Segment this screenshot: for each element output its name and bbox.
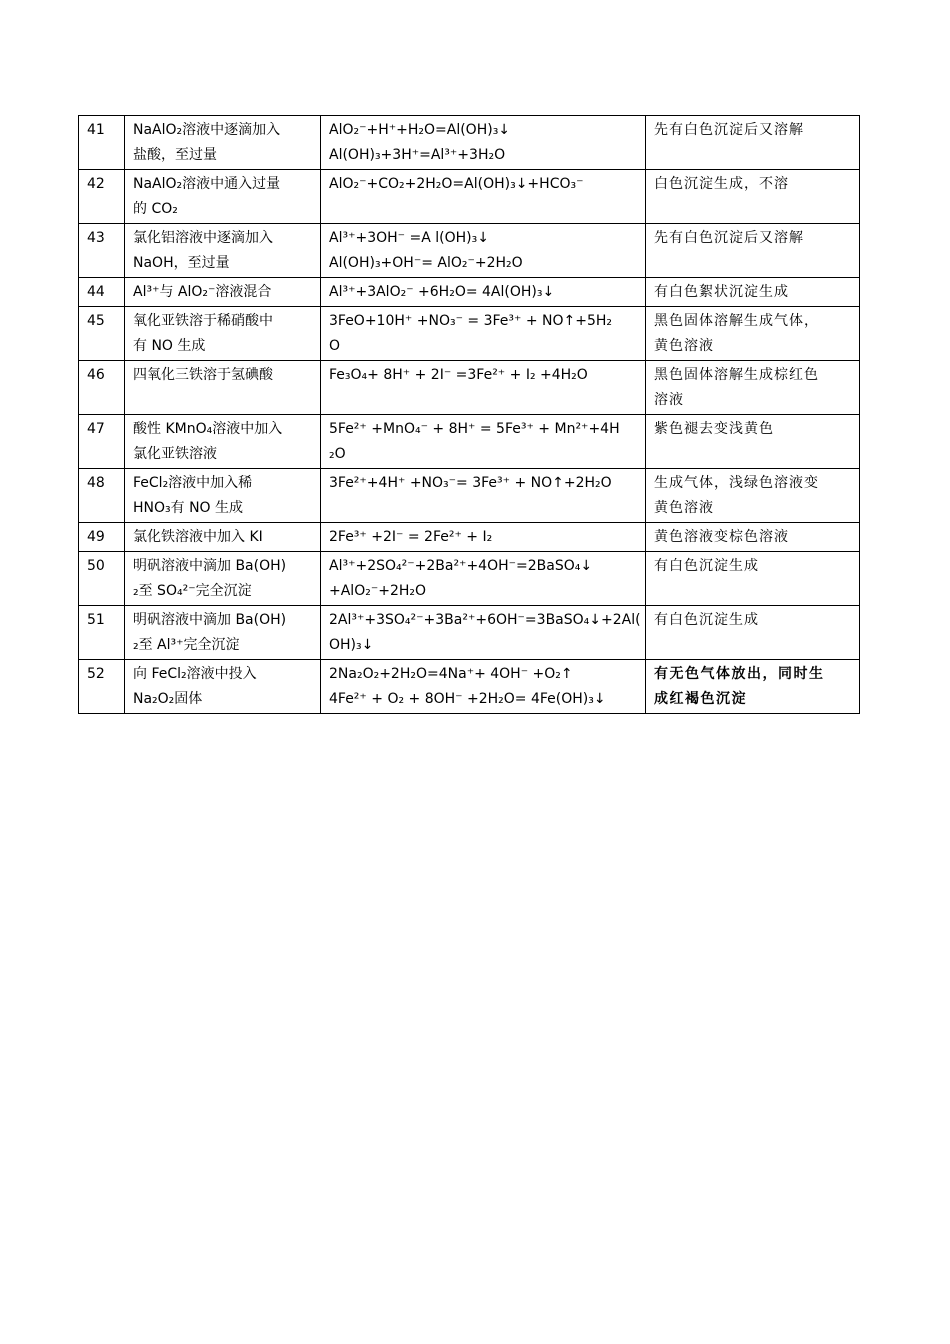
row-number: 50 — [79, 552, 125, 606]
table-row — [79, 606, 860, 660]
reaction-description-line: 氯化铝溶液中逐滴加入 — [133, 230, 273, 246]
reaction-description-cell — [125, 552, 321, 606]
row-number: 46 — [79, 361, 125, 415]
reaction-description-line: 氯化亚铁溶液 — [133, 446, 217, 462]
reaction-observation-line: 生成气体，浅绿色溶液变 — [654, 475, 819, 491]
row-number: 49 — [79, 523, 125, 552]
reaction-equation-cell — [321, 116, 646, 170]
reaction-observation-line: 有无色气体放出，同时生 — [654, 666, 825, 682]
reaction-description-line: 四氧化三铁溶于氢碘酸 — [133, 367, 273, 383]
reaction-equation-line: Fe₃O₄+ 8H⁺ + 2I⁻ =3Fe²⁺ + I₂ +4H₂O — [329, 367, 588, 383]
reaction-description-cell — [125, 224, 321, 278]
reaction-equation-line: 2Al³⁺+3SO₄²⁻+3Ba²⁺+6OH⁻=3BaSO₄↓+2Al( — [329, 612, 641, 628]
reaction-observation-line: 有白色絮状沉淀生成 — [654, 284, 789, 300]
table-row — [79, 552, 860, 606]
reaction-description-cell — [125, 660, 321, 714]
table-row — [79, 170, 860, 224]
reaction-description-cell — [125, 307, 321, 361]
reaction-observation-line: 溶液 — [654, 392, 684, 408]
reaction-description-line: 的 CO₂ — [133, 201, 178, 217]
row-number: 48 — [79, 469, 125, 523]
reaction-observation-cell — [646, 469, 860, 523]
reaction-equation-cell — [321, 224, 646, 278]
reaction-observation-cell — [646, 660, 860, 714]
reaction-observation-cell — [646, 278, 860, 307]
reaction-equation-cell — [321, 170, 646, 224]
reaction-equation-line: 4Fe²⁺ + O₂ + 8OH⁻ +2H₂O= 4Fe(OH)₃↓ — [329, 691, 606, 707]
reaction-description-line: NaAlO₂溶液中通入过量 — [133, 176, 281, 192]
reaction-equation-cell — [321, 552, 646, 606]
table-row — [79, 224, 860, 278]
row-number: 41 — [79, 116, 125, 170]
reaction-description-line: 盐酸，至过量 — [133, 147, 217, 163]
row-number: 52 — [79, 660, 125, 714]
reaction-equation-line: AlO₂⁻+CO₂+2H₂O=Al(OH)₃↓+HCO₃⁻ — [329, 176, 584, 192]
reaction-description-line: ₂至 SO₄²⁻完全沉淀 — [133, 583, 252, 599]
reaction-description-line: Al³⁺与 AlO₂⁻溶液混合 — [133, 284, 272, 300]
reaction-observation-line: 紫色褪去变浅黄色 — [654, 421, 774, 437]
reaction-description-line: NaOH，至过量 — [133, 255, 230, 271]
reaction-equation-line: AlO₂⁻+H⁺+H₂O=Al(OH)₃↓ — [329, 122, 511, 138]
reaction-equation-line: 3FeO+10H⁺ +NO₃⁻ = 3Fe³⁺ + NO↑+5H₂ — [329, 313, 613, 329]
reaction-description-line: 向 FeCl₂溶液中投入 — [133, 666, 257, 682]
reaction-observation-line: 先有白色沉淀后又溶解 — [654, 230, 804, 246]
reaction-equation-cell — [321, 469, 646, 523]
reaction-observation-line: 黑色固体溶解生成气体， — [654, 313, 819, 329]
reaction-observation-cell — [646, 415, 860, 469]
reaction-description-line: FeCl₂溶液中加入稀 — [133, 475, 253, 491]
table-row — [79, 660, 860, 714]
reaction-equation-cell — [321, 415, 646, 469]
table-row — [79, 278, 860, 307]
reaction-description-line: 酸性 KMnO₄溶液中加入 — [133, 421, 283, 437]
reaction-equation-cell — [321, 278, 646, 307]
row-number: 47 — [79, 415, 125, 469]
table-row — [79, 523, 860, 552]
reaction-equation-line: +AlO₂⁻+2H₂O — [329, 583, 427, 599]
reaction-observation-cell — [646, 170, 860, 224]
reaction-observation-cell — [646, 606, 860, 660]
reaction-observation-line: 成红褐色沉淀 — [654, 691, 747, 707]
reaction-observation-line: 黑色固体溶解生成棕红色 — [654, 367, 819, 383]
reaction-description-cell — [125, 278, 321, 307]
reaction-observation-line: 有白色沉淀生成 — [654, 612, 759, 628]
table-row — [79, 116, 860, 170]
reaction-description-line: Na₂O₂固体 — [133, 691, 203, 707]
reaction-observation-cell — [646, 224, 860, 278]
reaction-description-cell — [125, 523, 321, 552]
reaction-equation-cell — [321, 660, 646, 714]
reaction-description-line: 明矾溶液中滴加 Ba(OH) — [133, 612, 287, 628]
reaction-equation-cell — [321, 361, 646, 415]
row-number: 43 — [79, 224, 125, 278]
reaction-description-cell — [125, 361, 321, 415]
reaction-observation-cell — [646, 523, 860, 552]
reaction-equation-line: Al³⁺+2SO₄²⁻+2Ba²⁺+4OH⁻=2BaSO₄↓ — [329, 558, 593, 574]
reaction-equation-line: O — [329, 338, 341, 354]
reaction-equation-cell — [321, 307, 646, 361]
reaction-table-body — [79, 116, 860, 714]
table-row — [79, 307, 860, 361]
reaction-equation-line: 3Fe²⁺+4H⁺ +NO₃⁻= 3Fe³⁺ + NO↑+2H₂O — [329, 475, 612, 491]
reaction-description-cell — [125, 606, 321, 660]
reaction-observation-line: 黄色溶液 — [654, 338, 714, 354]
reaction-description-line: HNO₃有 NO 生成 — [133, 500, 244, 516]
reaction-equation-cell — [321, 606, 646, 660]
reaction-description-line: 明矾溶液中滴加 Ba(OH) — [133, 558, 287, 574]
reaction-observation-line: 黄色溶液变棕色溶液 — [654, 529, 789, 545]
reaction-equation-line: OH)₃↓ — [329, 637, 374, 653]
reaction-equation-line: 5Fe²⁺ +MnO₄⁻ + 8H⁺ = 5Fe³⁺ + Mn²⁺+4H — [329, 421, 620, 437]
reaction-observation-line: 有白色沉淀生成 — [654, 558, 759, 574]
row-number: 42 — [79, 170, 125, 224]
reaction-equation-line: Al(OH)₃+OH⁻= AlO₂⁻+2H₂O — [329, 255, 523, 271]
reaction-observation-line: 黄色溶液 — [654, 500, 714, 516]
reaction-description-line: 氯化铁溶液中加入 KI — [133, 529, 263, 545]
reaction-observation-cell — [646, 307, 860, 361]
table-row — [79, 415, 860, 469]
reaction-observation-line: 先有白色沉淀后又溶解 — [654, 122, 804, 138]
table-row — [79, 361, 860, 415]
reaction-description-line: 氧化亚铁溶于稀硝酸中 — [133, 313, 273, 329]
reaction-observation-cell — [646, 552, 860, 606]
table-row — [79, 469, 860, 523]
reaction-description-line: NaAlO₂溶液中逐滴加入 — [133, 122, 281, 138]
row-number: 45 — [79, 307, 125, 361]
reaction-description-cell — [125, 469, 321, 523]
reaction-table — [78, 115, 860, 714]
reaction-equation-line: 2Fe³⁺ +2I⁻ = 2Fe²⁺ + I₂ — [329, 529, 493, 545]
reaction-description-cell — [125, 415, 321, 469]
reaction-observation-cell — [646, 116, 860, 170]
reaction-description-cell — [125, 170, 321, 224]
reaction-equation-line: ₂O — [329, 446, 346, 462]
row-number: 44 — [79, 278, 125, 307]
reaction-equation-line: Al(OH)₃+3H⁺=Al³⁺+3H₂O — [329, 147, 506, 163]
reaction-observation-line: 白色沉淀生成，不溶 — [654, 176, 789, 192]
reaction-equation-line: 2Na₂O₂+2H₂O=4Na⁺+ 4OH⁻ +O₂↑ — [329, 666, 573, 682]
reaction-description-line: 有 NO 生成 — [133, 338, 206, 354]
row-number: 51 — [79, 606, 125, 660]
reaction-observation-cell — [646, 361, 860, 415]
reaction-equation-line: Al³⁺+3OH⁻ =A l(OH)₃↓ — [329, 230, 489, 246]
reaction-description-line: ₂至 Al³⁺完全沉淀 — [133, 637, 240, 653]
reaction-description-cell — [125, 116, 321, 170]
reaction-equation-cell — [321, 523, 646, 552]
reaction-equation-line: Al³⁺+3AlO₂⁻ +6H₂O= 4Al(OH)₃↓ — [329, 284, 555, 300]
